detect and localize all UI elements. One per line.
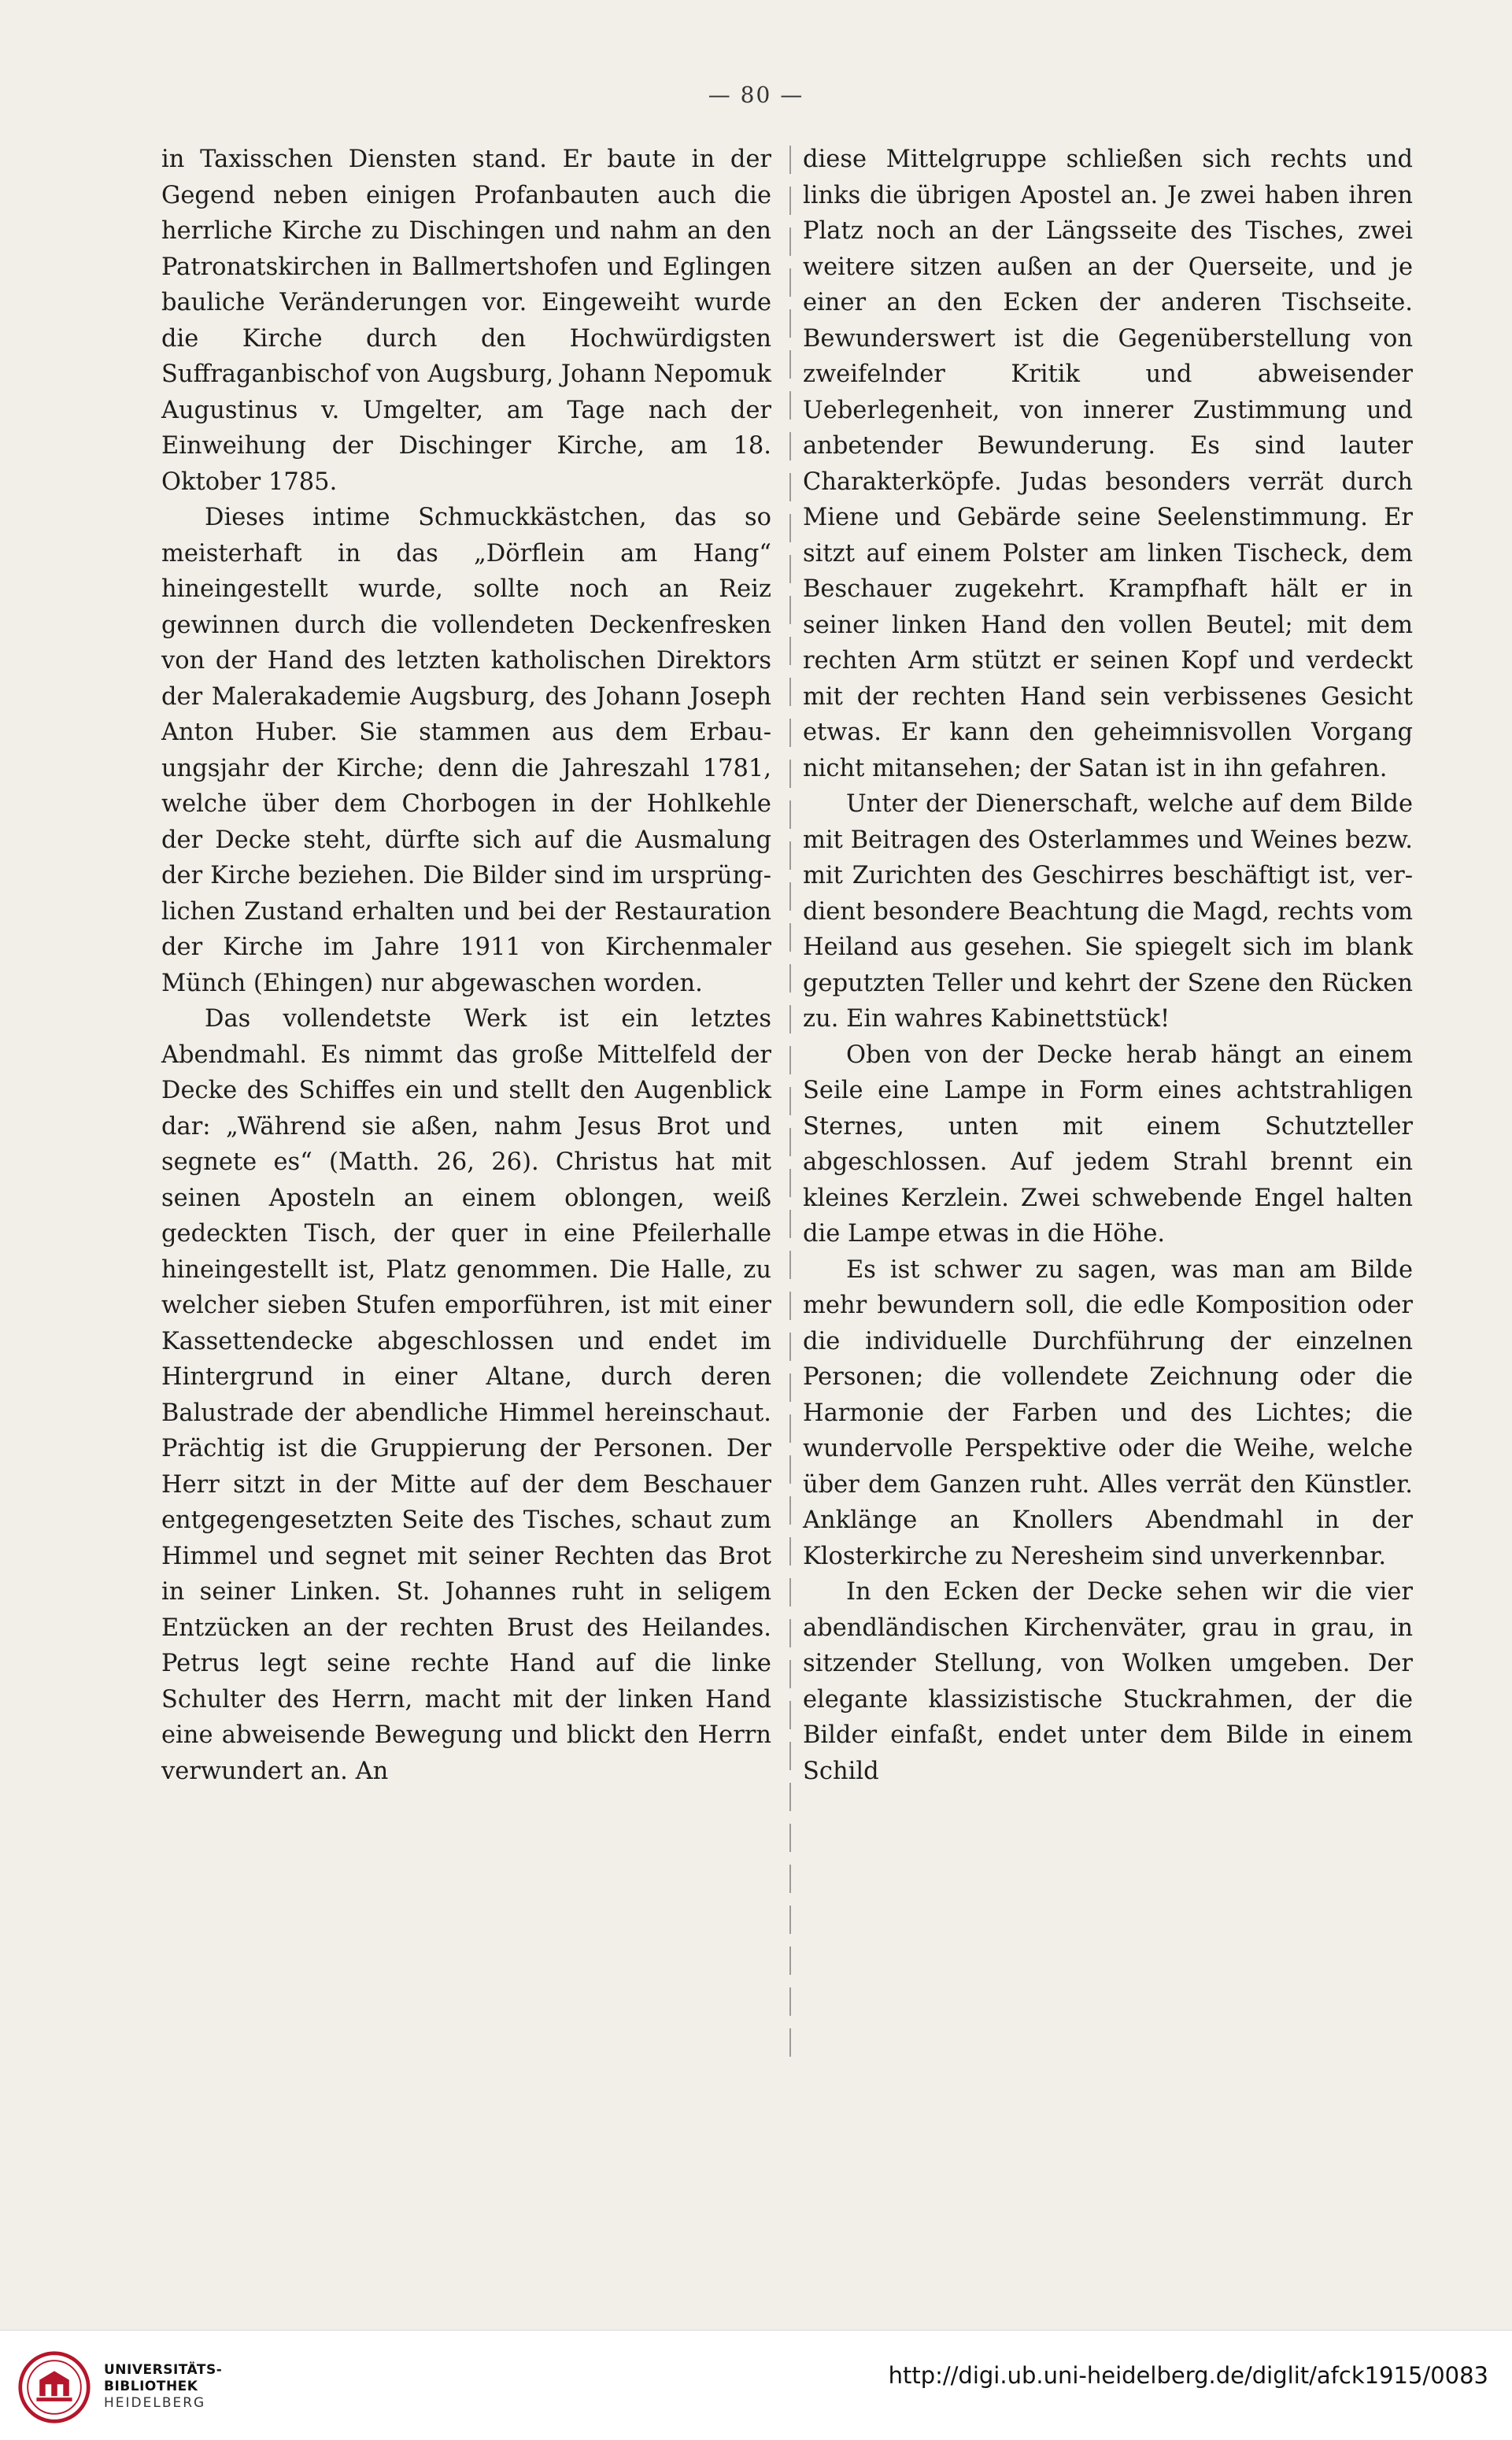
right-column	[803, 142, 1413, 1789]
library-name-line: UNIVERSITÄTS-	[104, 2362, 223, 2378]
library-city: HEIDELBERG	[104, 2395, 206, 2411]
paragraph: In den Ecken der Decke sehen wir die vier abendländischen Kirchenväter, grau in grau, in sitzender Stellung, von Wolken umgeben. Der elegante klassizistische Stuckrahmen, der die Bilder einfaßt, endet unter dem Bilde in einem Schild	[803, 1578, 1413, 1785]
paragraph: in Taxisschen Diensten stand. Er baute in der Gegend neben einigen Profanbauten auch die herrliche Kirche zu Dischingen und nahm an den Patronatskirchen in Ballmertshofen und Eglingen bauliche Veränderungen vor. Eingeweiht wurde die Kirche durch den Hochwürdigsten Suffraganbischof von Augsburg, Johann Nepomuk Augustinus v. Umgelter, am Tage nach der Einweihung der Dischinger Kirche, am 18. Oktober 1785.	[161, 146, 771, 496]
library-name	[104, 2362, 222, 2412]
university-library-seal-icon	[17, 2350, 91, 2424]
paragraph: Das vollendetste Werk ist ein letztes Abendmahl. Es nimmt das große Mittelfeld der Decke des Schiffes ein und stellt den Augenblick dar: „Während sie aßen, nahm Jesus Brot und segnete es“ (Matth. 26, 26). Christus hat mit seinen Aposteln an einem oblongen, weiß gedeckten Tisch, der quer in eine Pfeilerhalle hineingestellt ist, Platz genommen. Die Halle, zu welcher sieben Stufen emporführen, ist mit einer Kassettendecke abgeschlossen und endet im Hintergrund in einer Altane, durch deren Balustrade der abendliche Himmel hereinschaut. Prächtig ist die Gruppierung der Personen. Der Herr sitzt in der Mitte auf der dem Beschauer entgegengesetzten Seite des Tisches, schaut zum Himmel und segnet mit seiner Rechten das Brot in seiner Linken. St. Johannes ruht in seligem Entzücken an der rechten Brust des Heilandes. Petrus legt seine rechte Hand auf die linke Schulter des Herrn, macht mit der linken Hand eine abweisende Bewegung und blickt den Herrn verwundert an. An	[161, 1005, 771, 1785]
column-divider	[789, 146, 791, 2066]
paragraph: Unter der Dienerschaft, welche auf dem Bilde mit Beitragen des Osterlammes und Weines bezw. mit Zurichten des Geschirres beschäftigt ist, verdient besondere Beachtung die Magd, rechts vom Heiland aus gesehen. Sie spiegelt sich im blank geputzten Teller und kehrt der Szene den Rücken zu. Ein wahres Kabinettstück!	[803, 790, 1413, 1033]
footer-bar	[0, 2330, 1512, 2440]
library-name-line: BIBLIOTHEK	[104, 2379, 198, 2394]
paragraph: diese Mittelgruppe schließen sich rechts und links die übrigen Apostel an. Je zwei haben ihren Platz noch an der Längsseite des Tisches, zwei weitere sitzen außen an der Querseite, und je einer an den Ecken der anderen Tischseite. Bewunderswert ist die Gegenüberstellung von zweifelnder Kritik und abweisender Ueberlegenheit, von innerer Zustimmung und anbetender Bewunderung. Es sind lauter Charakterköpfe. Judas besonders verrät durch Miene und Gebärde seine Seelenstimmung. Er sitzt auf einem Polster am linken Tischeck, dem Beschauer zugekehrt. Krampfhaft hält er in seiner linken Hand den vollen Beutel; mit dem rechten Arm stützt er seinen Kopf und verdeckt mit der rechten Hand sein verbissenes Gesicht etwas. Er kann den geheimnisvollen Vorgang nicht mitansehen; der Satan ist in ihn gefahren.	[803, 146, 1413, 782]
paragraph: Es ist schwer zu sagen, was man am Bilde mehr bewundern soll, die edle Komposition oder die individuelle Durchführung der einzelnen Personen; die vollendete Zeichnung oder die Harmonie der Farben und des Lichtes; die wundervolle Perspektive oder die Weihe, welche über dem Ganzen ruht. Alles verrät den Künstler. Anklänge an Knollers Abendmahl in der Klosterkirche zu Neresheim sind unverkennbar.	[803, 1255, 1413, 1570]
permalink-url[interactable]: http://digi.ub.uni-heidelberg.de/diglit/afck1915/0083	[888, 2362, 1488, 2389]
paragraph: Dieses intime Schmuckkästchen, das so meisterhaft in das „Dörflein am Hang“ hineingestellt wurde, sollte noch an Reiz gewinnen durch die vollendeten Deckenfresken von der Hand des letzten katholischen Direktors der Malerakademie Augsburg, des Johann Joseph Anton Huber. Sie stammen aus dem Erbauungsjahr der Kirche; denn die Jahreszahl 1781, welche über dem Chorbogen in der Hohlkehle der Decke steht, dürfte sich auf die Ausmalung der Kirche beziehen. Die Bilder sind im ursprünglichen Zustand erhalten und bei der Restauration der Kirche im Jahre 1911 von Kirchenmaler Münch (Ehingen) nur abgewaschen worden.	[161, 504, 771, 997]
paragraph: Oben von der Decke herab hängt an einem Seile eine Lampe in Form eines achtstrahligen Sternes, unten mit einem Schutzteller abgeschlossen. Auf jedem Strahl brennt ein kleines Kerzlein. Zwei schwebende Engel halten die Lampe etwas in die Höhe.	[803, 1041, 1413, 1248]
page-number: — 80 —	[708, 82, 804, 108]
left-column	[161, 142, 771, 1789]
